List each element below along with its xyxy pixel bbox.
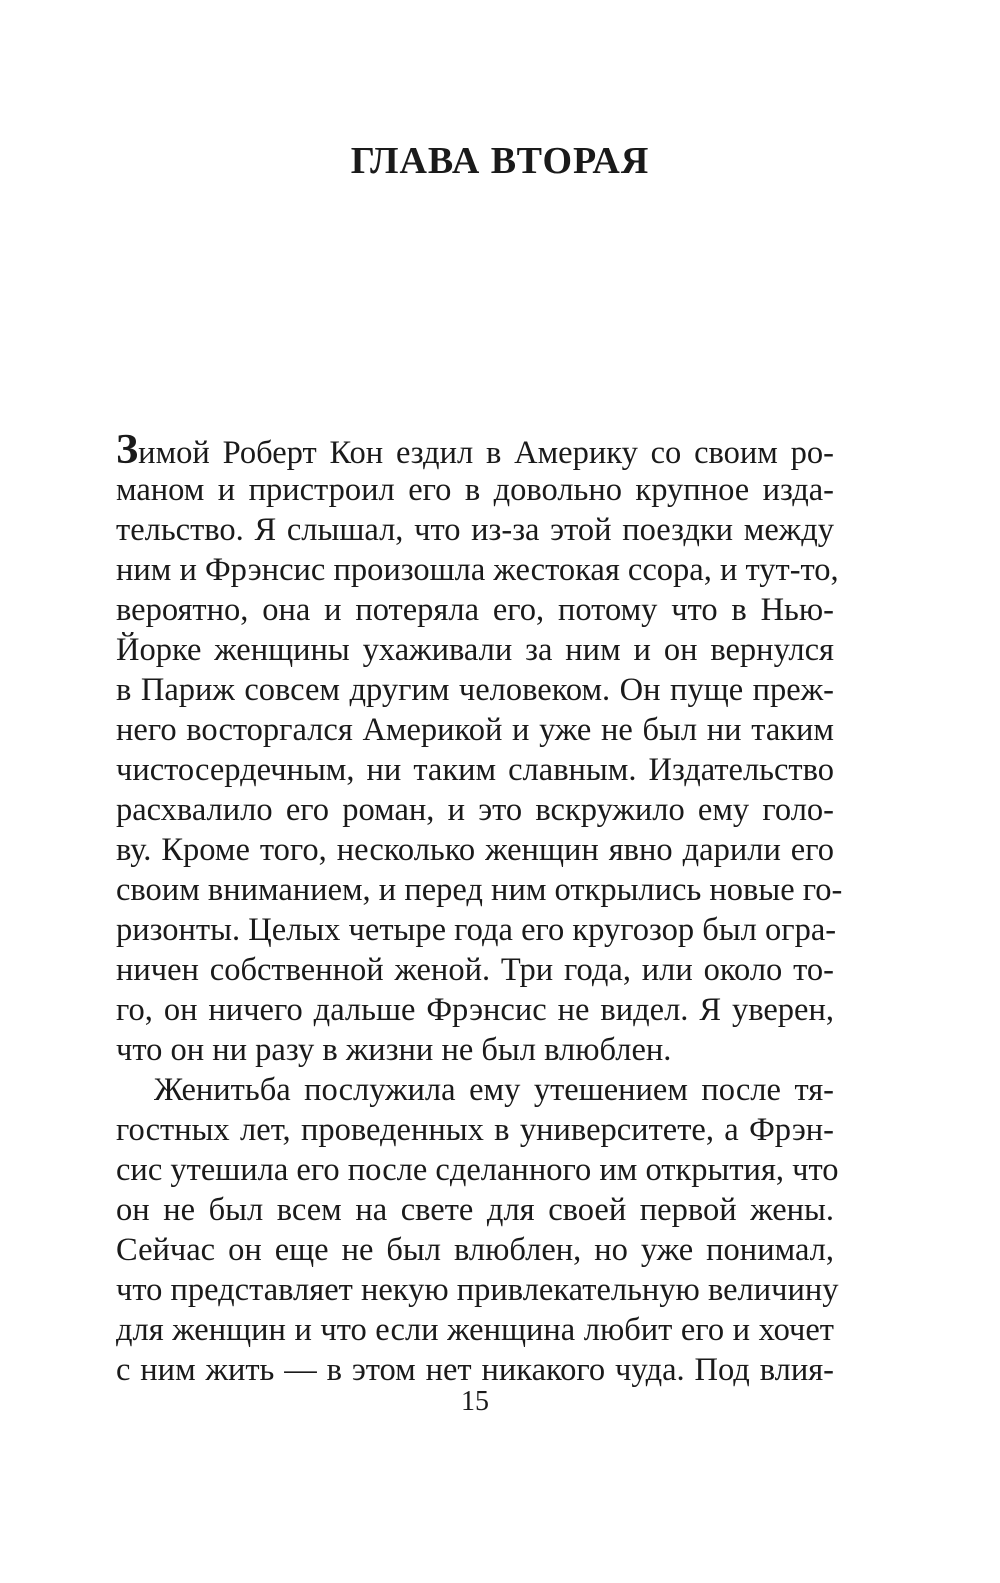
paragraph-1-line: ничен собственной женой. Три года, или около то- (116, 952, 834, 988)
paragraph-2-line: сис утешила его после сделанного им открытия, что (116, 1152, 839, 1188)
paragraph-1-line: него восторгался Америкой и уже не был ни таким (116, 712, 834, 748)
paragraph-1-line: ву. Кроме того, несколько женщин явно дарили его (116, 832, 834, 868)
paragraph-1-line: чистосердечным, ни таким славным. Издательство (116, 752, 834, 788)
chapter-title: ГЛАВА ВТОРАЯ (350, 140, 650, 182)
paragraph-2-line: что представляет некую привлекательную величину (116, 1272, 839, 1308)
paragraph-1-line: го, он ничего дальше Фрэнсис не видел. Я уверен, (116, 992, 834, 1028)
paragraph-2-line: он не был всем на свете для своей первой жены. (116, 1192, 834, 1228)
paragraph-1-line: ним и Фрэнсис произошла жестокая ссора, и тут-то, (116, 552, 839, 588)
paragraph-1-line: своим вниманием, и перед ним открылись новые го- (116, 872, 843, 908)
paragraph-1-line: ризонты. Целых четыре года его кругозор был огра- (116, 912, 837, 948)
paragraph-2-line: Женитьба послужила ему утешением после тя- (154, 1072, 834, 1108)
paragraph-1-line: что он ни разу в жизни не был влюблен. (116, 1032, 672, 1068)
paragraph-1-line: Йорке женщины ухаживали за ним и он вернулся (116, 632, 834, 668)
first-line-text: имой Роберт Кон ездил в Америку со своим ро- (138, 435, 834, 471)
paragraph-2-line: гостных лет, проведенных в университете, а Фрэн- (116, 1112, 834, 1148)
page-number: 15 (461, 1386, 489, 1417)
paragraph-2-line: для женщин и что если женщина любит его и хочет (116, 1312, 834, 1348)
paragraph-2-line: Сейчас он еще не был влюблен, но уже понимал, (116, 1232, 834, 1268)
paragraph-1-line: расхвалило его роман, и это вскружило ему голо- (116, 792, 834, 828)
paragraph-1-line: тельство. Я слышал, что из-за этой поездки между (116, 512, 834, 548)
body-text (116, 427, 843, 1390)
paragraph-2-line: с ним жить — в этом нет никакого чуда. Под влия- (116, 1352, 834, 1388)
paragraph-1-line: вероятно, она и потеряла его, потому что в Нью- (116, 592, 834, 628)
paragraph-1-line-1 (116, 427, 834, 473)
drop-cap: З (116, 427, 139, 473)
paragraph-1-line: маном и пристроил его в довольно крупное изда- (116, 472, 834, 508)
paragraph-1-line: в Париж совсем другим человеком. Он пуще преж- (116, 672, 834, 708)
